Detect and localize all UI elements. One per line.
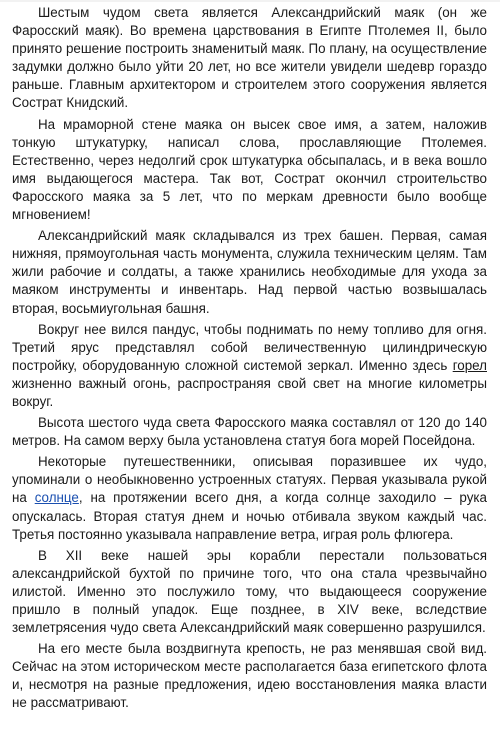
paragraph	[12, 414, 487, 450]
paragraph	[12, 4, 487, 113]
paragraph-text: , на протяжении всего дня, а когда солнце заходило – рука опускалась. Вторая статуя днем и ночью отбивала звуком каждый час. Третья постоянно указывала направление ветра, играя роль флюгера.	[12, 490, 487, 542]
paragraph	[12, 640, 487, 712]
paragraph-text: Александрийский маяк складывался из трех башен. Первая, самая нижняя, прямоугольная часть монумента, служила техническим целям. Там жили рабочие и солдаты, а также хранились необходимые для ухода за маяком инструменты и инвентарь. Над первой частью возвышалась вторая, восьмиугольная башня.	[12, 228, 487, 316]
paragraph-text: На мраморной стене маяка он высек свое имя, а затем, наложив тонкую штукатурку, написал слова, прославляющие Птолемея. Естественно, через недолгий срок штукатурка обсыпалась, и в века вошло имя выдающегося мастера. Так вот, Сострат окончил строительство Фаросского маяка за 5 лет, что по меркам древности было вообще мгновением!	[12, 116, 487, 223]
paragraph-text: Некоторые путешественники, описывая поразившее их чудо, упоминали о необыкновенно устроенных статуях. Первая указывала рукой на	[12, 454, 487, 506]
paragraph-text: Шестым чудом света является Александрийский маяк (он же Фаросский маяк). Во времена царствования в Египте Птолемея II, было принято решение построить знаменитый маяк. По плану, на осуществление задумки должно было уйти 20 лет, но все жители увидели шедевр гораздо раньше. Главным архитектором и строителем этого сооружения является Сострат Книдский.	[12, 5, 487, 111]
underlined-word: горел	[452, 357, 487, 373]
paragraph-text: Высота шестого чуда света Фаросского маяка составлял от 120 до 140 метров. На самом верху была установлена статуя бога морей Посейдона.	[12, 415, 487, 449]
paragraph-text: Вокруг нее вился пандус, чтобы поднимать по нему топливо для огня. Третий ярус представлял собой величественную цилиндрическую постройку, оборудованную сложной системой зеркал. Именно здесь	[12, 321, 487, 373]
paragraph	[12, 453, 487, 543]
paragraph	[12, 116, 487, 225]
paragraph	[12, 547, 487, 637]
paragraph	[12, 321, 487, 411]
paragraph	[12, 227, 487, 317]
paragraph-text: На его месте была воздвигнута крепость, не раз менявшая свой вид. Сейчас на этом историческом месте располагается база египетского флота и, несмотря на разные предложения, идею восстановления маяка власти не рассматривают.	[12, 641, 487, 711]
paragraph-text: В XII веке нашей эры корабли перестали пользоваться александрийской бухтой по причине того, что она стала чрезвычайно илистой. Именно это послужило тому, что выдающееся сооружение пришло в полный упадок. Еще позднее, в XIV веке, вследствие землетрясения чудо света Александрийский маяк совершенно разрушился.	[12, 547, 487, 636]
link-sun[interactable]: солнце	[34, 490, 79, 506]
paragraph-text: жизненно важный огонь, распространяя свой свет на многие километры вокруг.	[12, 375, 487, 409]
